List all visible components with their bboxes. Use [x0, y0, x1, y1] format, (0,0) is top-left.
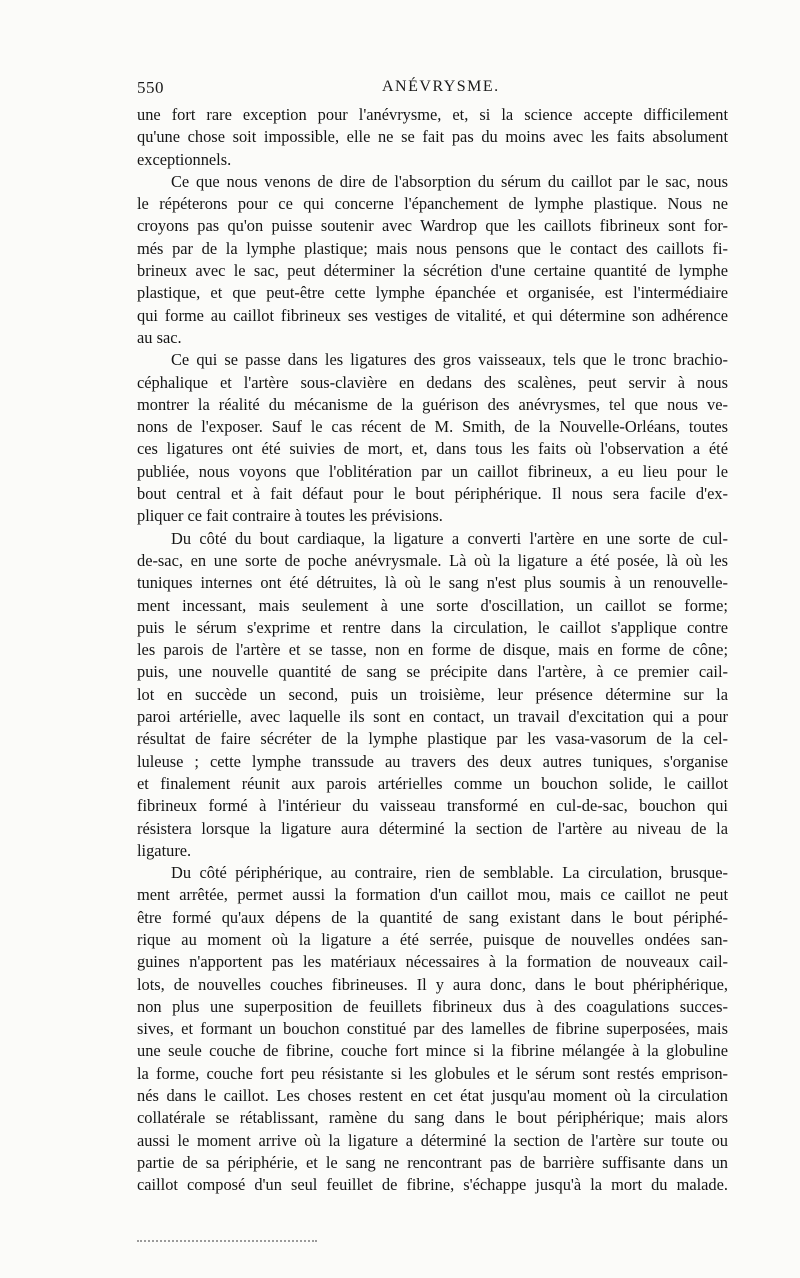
text-line: résultat de faire sécréter de la lymphe plastique par les vasa-vasorum de la cel-: [137, 729, 728, 749]
text-line: ment incessant, mais seulement à une sorte d'oscillation, un caillot se forme;: [137, 595, 728, 615]
running-title: ANÉVRYSME.: [382, 78, 500, 95]
text-line: nons de l'exposer. Sauf le cas récent de M. Smith, de la Nouvelle-Orléans, toutes: [137, 417, 728, 437]
text-line: partie de sa périphérie, et le sang ne rencontrant pas de barrière suffisante dans un: [137, 1152, 728, 1172]
text-line: les parois de l'artère et se tasse, non en forme de disque, mais en forme de cône;: [137, 640, 728, 660]
body-text: [137, 104, 728, 1197]
text-line: qu'une chose soit impossible, elle ne se fait pas du moins avec les faits absolument: [137, 127, 728, 147]
text-line: nés dans le caillot. Les choses restent en cet état jusqu'au moment où la circulation: [137, 1086, 728, 1106]
text-line: puis, une nouvelle quantité de sang se précipite dans l'artère, à ce premier cail-: [137, 662, 728, 682]
text-line: rique au moment où la ligature a été serrée, puisque de nouvelles ondées san-: [137, 929, 728, 949]
text-line: lot en succède un second, puis un troisième, leur présence détermine sur la: [137, 684, 728, 704]
text-line: une fort rare exception pour l'anévrysme, et, si la science accepte difficilement: [137, 105, 728, 124]
text-line: exceptionnels.: [137, 149, 232, 169]
text-line: de-sac, en une sorte de poche anévrysmale. Là où la ligature a été posée, là où les: [137, 550, 728, 570]
text-line: fibrineux formé à l'intérieur du vaisseau transformé en cul-de-sac, bouchon qui: [137, 796, 728, 816]
text-line: caillot composé d'un seul feuillet de fibrine, s'échappe jusqu'à la mort du malade.: [137, 1175, 728, 1195]
text-line: croyons pas qu'on puisse soutenir avec Wardrop que les caillots fibrineux sont for-: [137, 216, 728, 236]
page-header: [137, 78, 727, 102]
text-line: au sac.: [137, 327, 182, 347]
text-line: pliquer ce fait contraire à toutes les prévisions.: [137, 506, 443, 526]
text-line: guines n'apportent pas les matériaux nécessaires à la formation de nouveaux cail-: [137, 952, 728, 972]
text-line: et finalement réunit aux parois artérielles comme un bouchon solide, le caillot: [137, 773, 728, 793]
page-number: 550: [137, 78, 164, 97]
text-line: brineux avec le sac, peut déterminer la sécrétion d'une certaine quantité de lymphe: [137, 261, 728, 281]
text-line: bout central et à fait défaut pour le bout périphérique. Il nous sera facile d'ex-: [137, 484, 728, 504]
text-line: luleuse ; cette lymphe transsude au travers des deux autres tuniques, s'organise: [137, 751, 728, 771]
text-line: aussi le moment arrive où la ligature a déterminé la section de l'artère sur toute ou: [137, 1130, 728, 1150]
footer-rule: [137, 1240, 317, 1245]
text-line: collatérale se rétablissant, ramène du sang dans le bout périphérique; mais alors: [137, 1108, 728, 1128]
text-line: plastique, et que peut-être cette lymphe épanchée et organisée, est l'intermédiaire: [137, 283, 728, 303]
text-line: lots, de nouvelles couches fibrineuses. Il y aura donc, dans le bout phériphérique,: [137, 974, 728, 994]
text-line: résistera lorsque la ligature aura déterminé la section de l'artère au niveau de la: [137, 818, 728, 838]
text-line: sives, et formant un bouchon constitué par des lamelles de fibrine superposées, mais: [137, 1019, 728, 1039]
text-line: non plus une superposition de feuillets fibrineux dus à des coagulations succes-: [137, 996, 728, 1016]
text-line: tuniques internes ont été détruites, là où le sang n'est plus soumis à un renouvelle-: [137, 573, 728, 593]
text-line: une seule couche de fibrine, couche fort mince si la fibrine mélangée à la globuline: [137, 1041, 728, 1061]
text-line: ligature.: [137, 840, 192, 860]
text-line: être formé qu'aux dépens de la quantité de sang existant dans le bout périphé-: [137, 907, 728, 927]
text-line: qui forme au caillot fibrineux ses vestiges de vitalité, et qui détermine son adhérence: [137, 305, 728, 325]
text-line: montrer la réalité du mécanisme de la guérison des anévrysmes, tel que nous ve-: [137, 394, 728, 414]
text-line: més par de la lymphe plastique; mais nous pensons que le contact des caillots fi-: [137, 238, 728, 258]
text-line: Du côté périphérique, au contraire, rien de semblable. La circulation, brusque-: [171, 863, 728, 883]
text-line: Ce qui se passe dans les ligatures des gros vaisseaux, tels que le tronc brachio-: [171, 350, 728, 370]
text-line: Du côté du bout cardiaque, la ligature a converti l'artère en une sorte de cul-: [171, 528, 728, 548]
text-line: céphalique et l'artère sous-clavière en dedans des scalènes, peut servir à nous: [137, 372, 728, 392]
text-line: puis le sérum s'exprime et rentre dans la circulation, le caillot s'applique contre: [137, 617, 728, 637]
text-line: publiée, nous voyons que l'oblitération par un caillot fibrineux, a eu lieu pour le: [137, 461, 728, 481]
text-line: le répéterons pour ce qui concerne l'épanchement de lymphe plastique. Nous ne: [137, 194, 728, 214]
text-line: ces ligatures ont été suivies de mort, et, dans tous les faits où l'observation a été: [137, 439, 728, 459]
text-line: la forme, couche fort peu résistante si les globules et le sérum sont restés emprison-: [137, 1063, 728, 1083]
text-line: paroi artérielle, avec laquelle ils sont en contact, un travail d'excitation qui a pour: [137, 707, 728, 727]
text-line: ment arrêtée, permet aussi la formation d'un caillot mou, mais ce caillot ne peut: [137, 885, 728, 905]
text-line: Ce que nous venons de dire de l'absorption du sérum du caillot par le sac, nous: [171, 171, 728, 191]
